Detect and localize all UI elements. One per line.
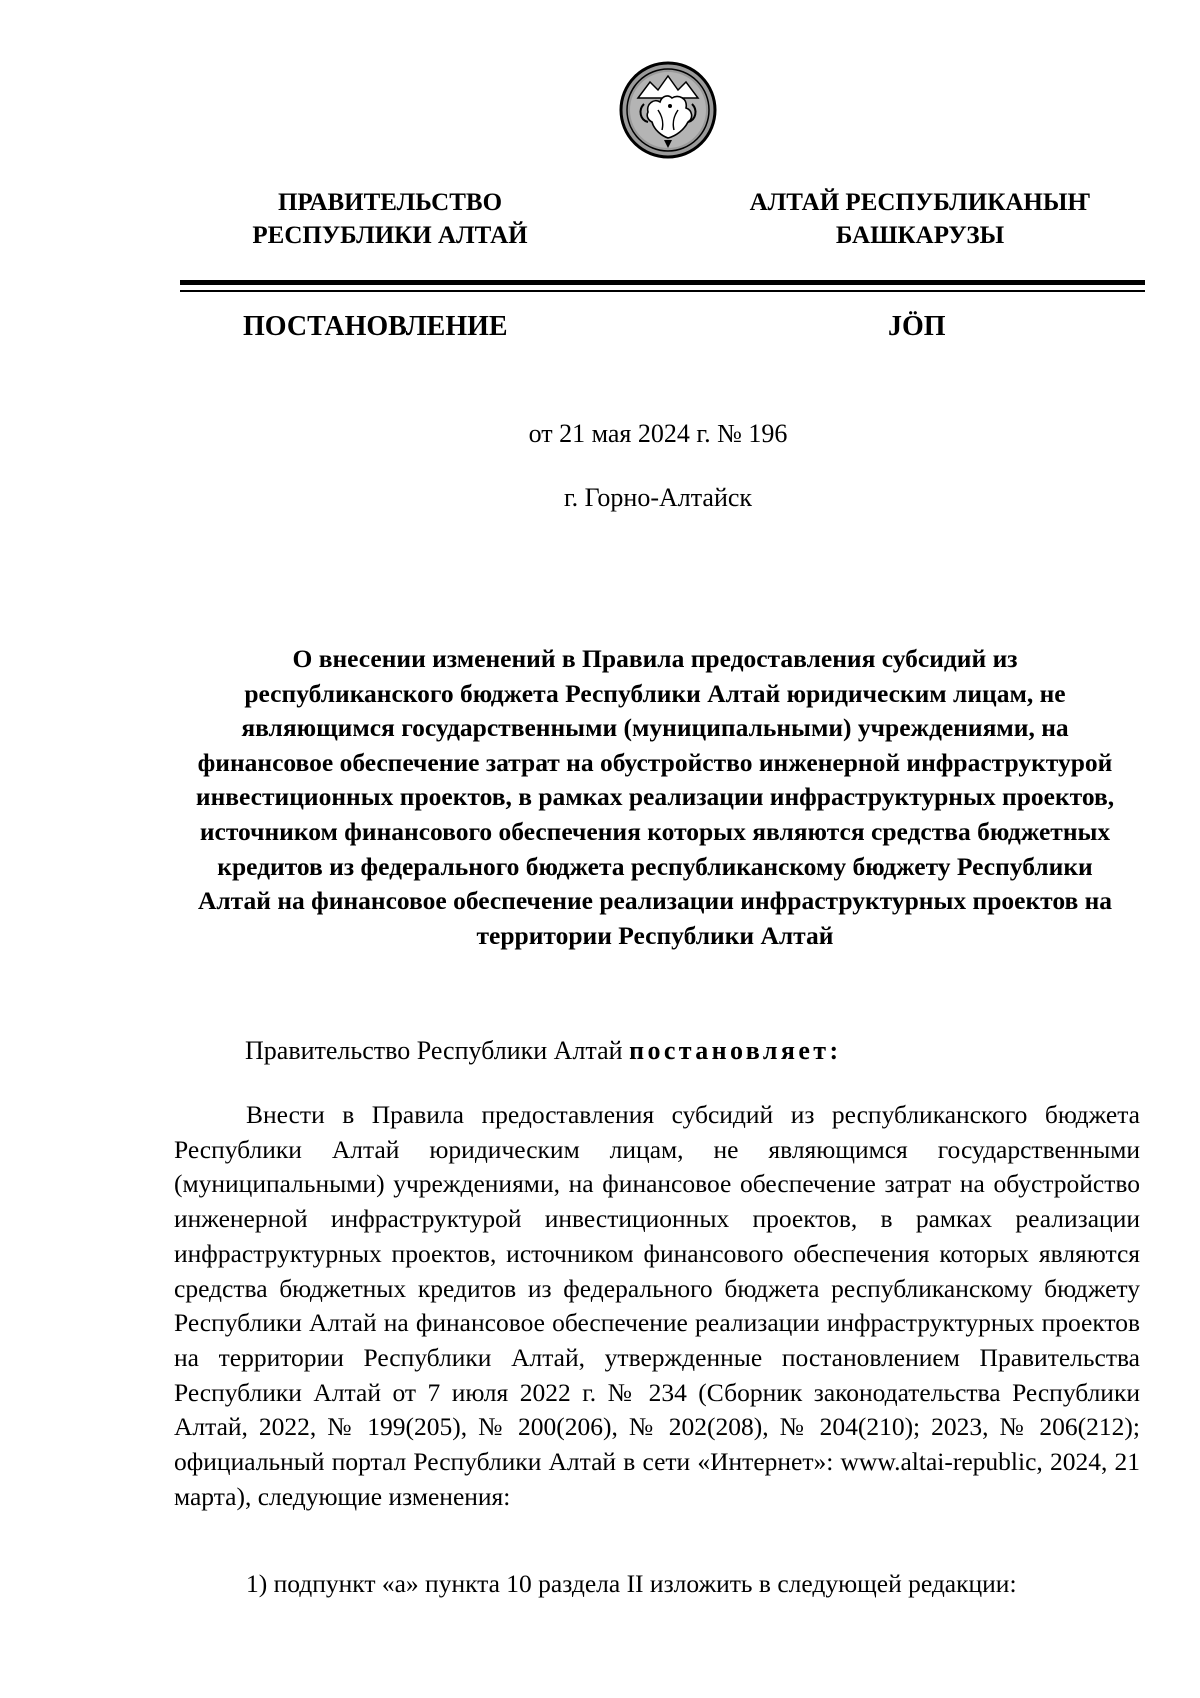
header-left [225, 186, 555, 252]
header-right [730, 186, 1110, 252]
document-title: О внесении изменений в Правила предоставления субсидий из республиканского бюджета Республики Алтай юридическим лицам, не являющимся государственными (муниципальными) учреждениями, на финансовое обеспечение затрат на обустройство инженерной инфраструктурой инвестиционных проектов, в рамках реализации инфраструктурных проектов, источником финансового обеспечения которых являются средства бюджетных кредитов из федерального бюджета республиканскому бюджету Республики Алтай на финансовое обеспечение реализации инфраструктурных проектов на территории Республики Алтай [195, 644, 1115, 950]
document-date: от 21 мая 2024 г. № 196 [528, 419, 788, 448]
header-right-line1: АЛТАЙ РЕСПУБЛИКАНЫҤ [749, 189, 1091, 216]
preamble-emphasis: постановляет: [629, 1036, 842, 1065]
header-left-line2: РЕСПУБЛИКИ АЛТАЙ [252, 222, 528, 249]
body-paragraph: Внести в Правила предоставления субсидий из республиканского бюджета Республики Алтай юридическим лицам, не являющимся государственными (муниципальными) учреждениями, на финансовое обеспечение затрат на обустройство инженерной инфраструктурой инвестиционных проектов, в рамках реализации инфраструктурных проектов, источником финансового обеспечения которых являются средства бюджетных кредитов из федерального бюджета республиканскому бюджету Республики Алтай на финансовое обеспечение реализации инфраструктурных проектов на территории Республики Алтай, утвержденные постановлением Правительства Республики Алтай от 7 июля 2022 г. № 234 (Сборник законодательства Республики Алтай, 2022, № 199(205), № 200(206), № 202(208), № 204(210); 2023, № 206(212); официальный портал Республики Алтай в сети «Интернет»: www.altai-republic, 2024, 21 марта), следующие изменения: [174, 1100, 1140, 1511]
header-rule-thick [180, 280, 1145, 285]
preamble [245, 1034, 842, 1068]
preamble-text: Правительство Республики Алтай [245, 1036, 630, 1065]
header-rule-thin [180, 290, 1145, 292]
document-city: г. Горно-Алтайск [563, 483, 753, 512]
list-item-1: 1) подпункт «а» пункта 10 раздела II изложить в следующей редакции: [246, 1569, 1017, 1598]
republic-altai-emblem-icon [618, 60, 718, 160]
doc-type-alt: JÖП [888, 311, 946, 342]
doc-type-ru: ПОСТАНОВЛЕНИЕ [243, 311, 508, 342]
header-right-line2: БАШКАРУЗЫ [835, 222, 1005, 249]
header-left-line1: ПРАВИТЕЛЬСТВО [277, 189, 503, 216]
